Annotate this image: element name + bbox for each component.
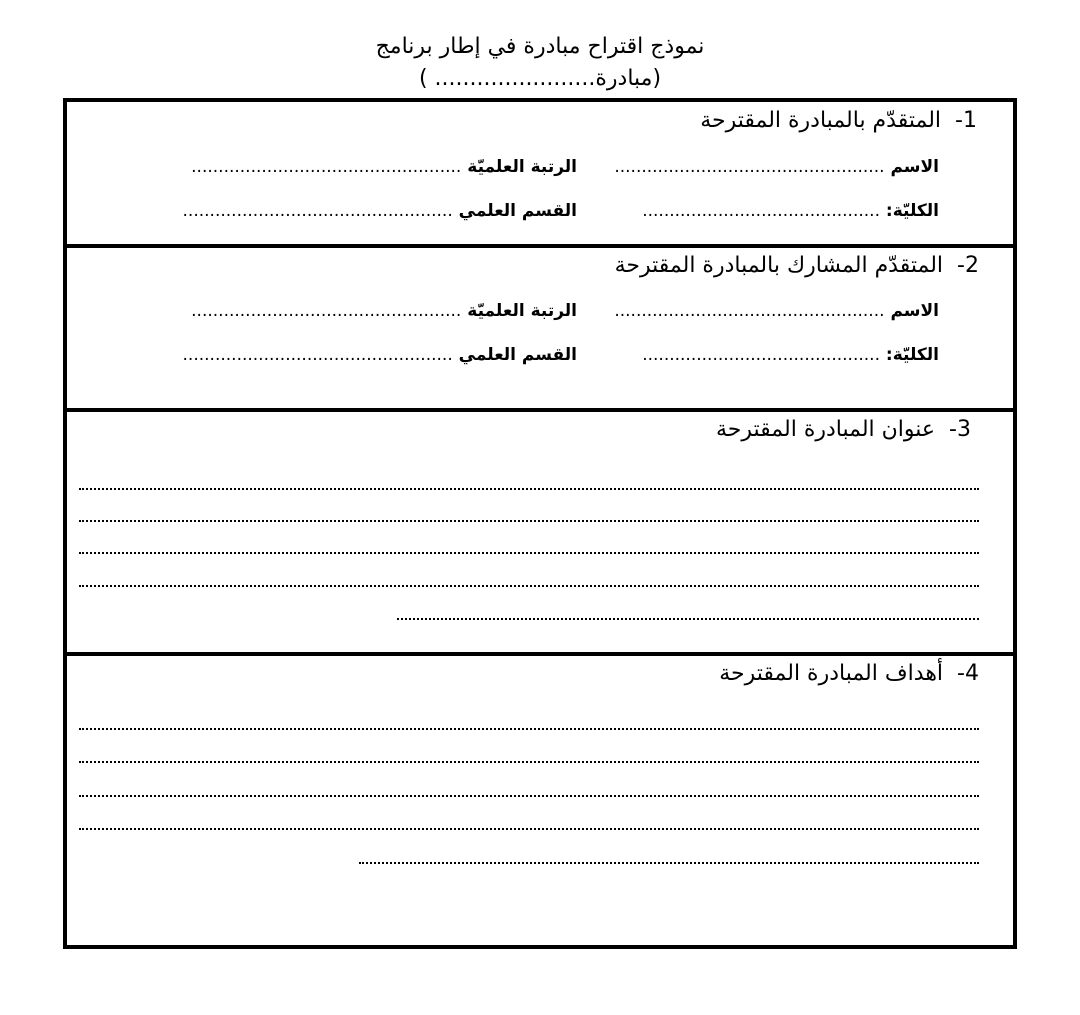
name-label: الاسم — [890, 157, 939, 177]
section-title: عنوان المبادرة المقترحة — [716, 417, 936, 442]
college-field[interactable] — [642, 200, 939, 222]
answer-line[interactable] — [397, 618, 979, 620]
section-initiative-goals-heading — [719, 660, 979, 688]
answer-line[interactable] — [79, 828, 979, 830]
answer-line[interactable] — [359, 862, 979, 864]
college-label: الكليّة: — [885, 201, 939, 221]
department-label: القسم العلمي — [458, 201, 577, 221]
section-number: 1- — [955, 108, 977, 133]
section-applicant-heading — [700, 107, 977, 135]
section-co-applicant — [67, 248, 1013, 408]
college-dots: ............................................ — [642, 345, 880, 365]
section-title: أهداف المبادرة المقترحة — [719, 661, 944, 686]
answer-line[interactable] — [79, 761, 979, 763]
form-frame — [63, 98, 1017, 949]
section-title: المتقدّم المشارك بالمبادرة المقترحة — [614, 253, 944, 278]
rank-field[interactable] — [191, 156, 577, 178]
rank-label: الرتبة العلميّة — [467, 301, 577, 321]
department-field[interactable] — [183, 200, 577, 222]
answer-line[interactable] — [79, 795, 979, 797]
answer-line[interactable] — [79, 520, 979, 522]
answer-line[interactable] — [79, 728, 979, 730]
form-subtitle: (مبادرة....................... ) — [418, 66, 662, 91]
section-co-applicant-heading — [615, 252, 979, 280]
department-dots: .................................................. — [182, 201, 453, 221]
department-dots: .................................................. — [182, 345, 453, 365]
section-initiative-title-heading — [716, 416, 971, 444]
section-applicant — [67, 102, 1013, 246]
section-title: المتقدّم بالمبادرة المقترحة — [700, 108, 942, 133]
answer-line[interactable] — [79, 585, 979, 587]
department-label: القسم العلمي — [458, 345, 577, 365]
section-initiative-title — [67, 412, 1013, 652]
section-number: 4- — [957, 661, 979, 686]
name-dots: .................................................. — [614, 301, 885, 321]
answer-line[interactable] — [79, 488, 979, 490]
department-field[interactable] — [183, 344, 577, 366]
section-initiative-goals — [67, 656, 1013, 945]
college-dots: ............................................ — [642, 201, 880, 221]
college-field[interactable] — [642, 344, 939, 366]
section-number: 2- — [957, 253, 979, 278]
rank-field[interactable] — [191, 300, 577, 322]
section-number: 3- — [949, 417, 971, 442]
name-field[interactable] — [614, 300, 939, 322]
form-title: نموذج اقتراح مبادرة في إطار برنامج — [375, 34, 705, 59]
rank-label: الرتبة العلميّة — [467, 157, 577, 177]
college-label: الكليّة: — [885, 345, 939, 365]
name-dots: .................................................. — [614, 157, 885, 177]
rank-dots: .................................................. — [191, 157, 462, 177]
name-field[interactable] — [614, 156, 939, 178]
answer-line[interactable] — [79, 552, 979, 554]
rank-dots: .................................................. — [191, 301, 462, 321]
name-label: الاسم — [890, 301, 939, 321]
